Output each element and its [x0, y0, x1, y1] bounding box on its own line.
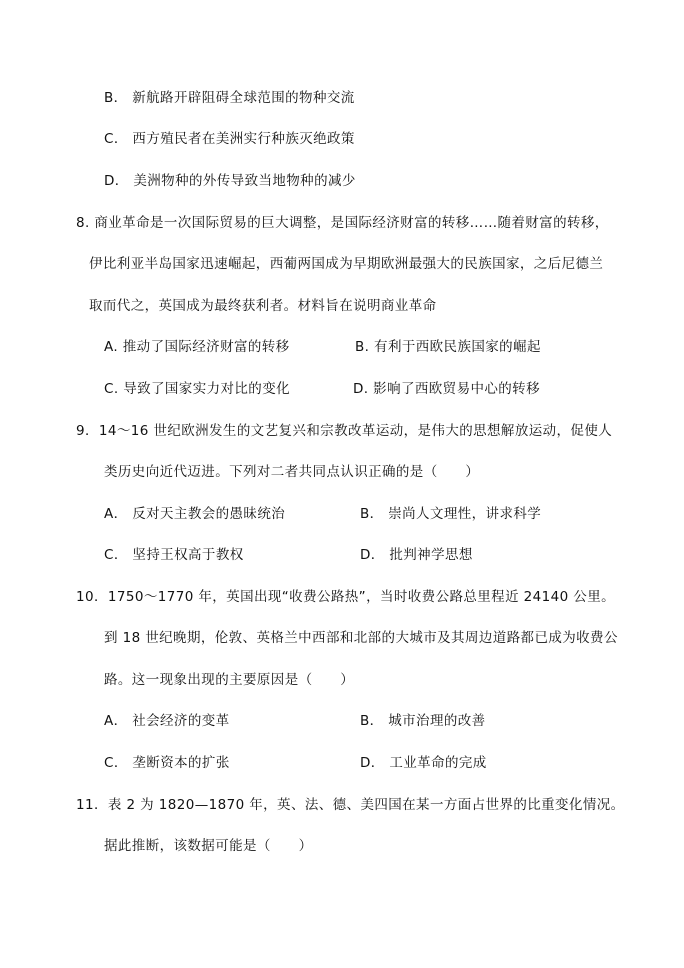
- q10-stem-line2: 到 18 世纪晚期，伦敦、英格兰中西部和北部的大城市及其周边道路都已成为收费公: [104, 630, 618, 646]
- q7-option-c: C． 西方殖民者在美洲实行种族灭绝政策: [104, 131, 355, 147]
- q7-option-b: B． 新航路开辟阻碍全球范围的物种交流: [104, 90, 355, 106]
- q11-stem-line1: 11．表 2 为 1820—1870 年，英、法、德、美四国在某一方面占世界的比重变化情况。: [76, 797, 625, 813]
- q10-stem-line1: 10．1750～1770 年，英国出现“收费公路热”，当时收费公路总里程近 24140 公里。: [76, 589, 615, 605]
- q9-option-c: C． 坚持王权高于教权: [104, 547, 244, 563]
- q7-option-d: D． 美洲物种的外传导致当地物种的减少: [104, 173, 356, 189]
- q10-stem-line3: 路。这一现象出现的主要原因是（ ）: [104, 672, 355, 688]
- q10-option-d: D． 工业革命的完成: [360, 755, 487, 771]
- q8-option-b: B. 有利于西欧民族国家的崛起: [355, 339, 541, 355]
- q10-option-a: A． 社会经济的变革: [104, 713, 230, 729]
- q8-stem-line2: 伊比利亚半岛国家迅速崛起，西葡两国成为早期欧洲最强大的民族国家，之后尼德兰: [89, 256, 604, 272]
- q11-stem-line2: 据此推断，该数据可能是（ ）: [104, 838, 313, 854]
- q10-option-c: C． 垄断资本的扩张: [104, 755, 230, 771]
- q9-option-a: A． 反对天主教会的愚昧统治: [104, 506, 286, 522]
- q9-option-b: B． 崇尚人文理性，讲求科学: [360, 506, 542, 522]
- q10-option-b: B． 城市治理的改善: [360, 713, 486, 729]
- q8-stem-line3: 取而代之，英国成为最终获利者。材料旨在说明商业革命: [89, 298, 437, 314]
- q9-stem-line2: 类历史向近代迈进。下列对二者共同点认识正确的是（ ）: [104, 464, 480, 480]
- q9-option-d: D． 批判神学思想: [360, 547, 473, 563]
- q8-option-c: C. 导致了国家实力对比的变化: [104, 381, 291, 397]
- q8-option-a: A. 推动了国际经济财富的转移: [104, 339, 290, 355]
- q8-option-d: D. 影响了西欧贸易中心的转移: [353, 381, 540, 397]
- q9-stem-line1: 9．14～16 世纪欧洲发生的文艺复兴和宗教改革运动，是伟大的思想解放运动，促使人: [76, 423, 613, 439]
- q8-stem-line1: 8. 商业革命是一次国际贸易的巨大调整，是国际经济财富的转移……随着财富的转移，: [76, 215, 609, 231]
